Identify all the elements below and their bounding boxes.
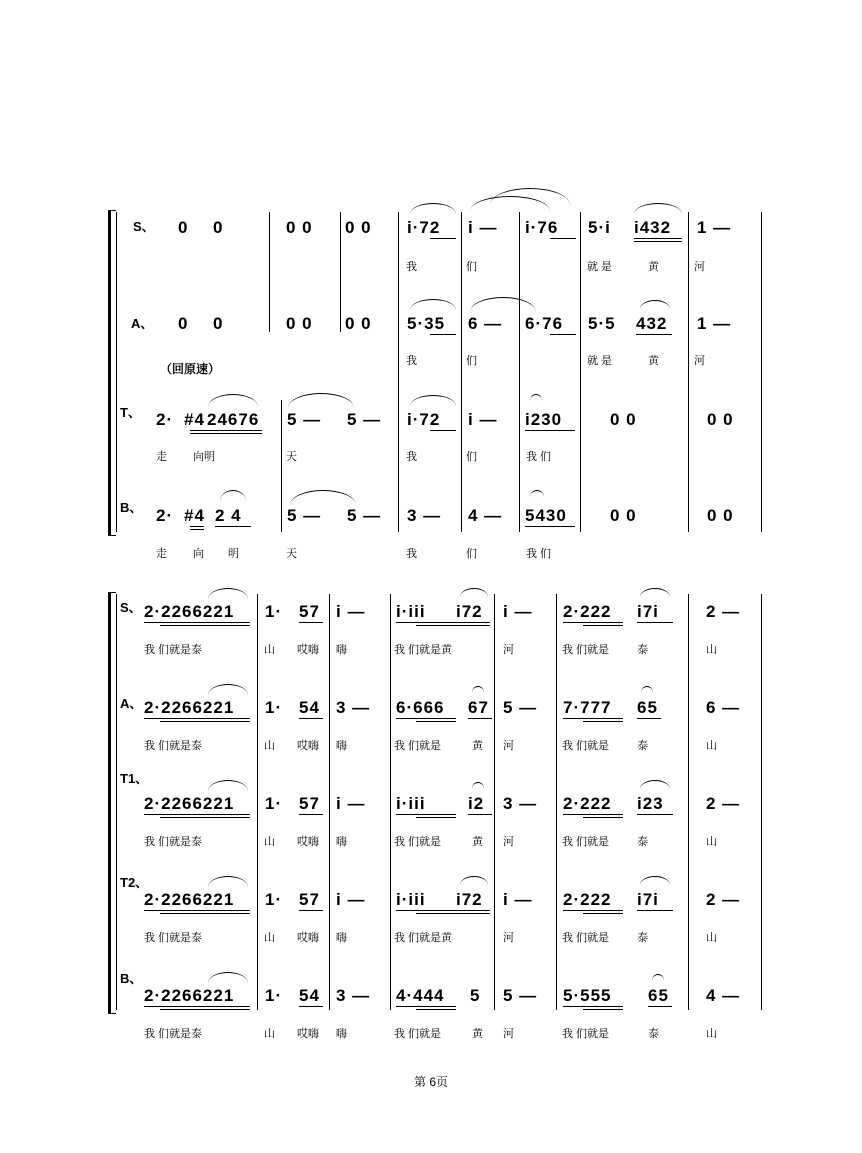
note: i·76 bbox=[525, 218, 559, 237]
note: 67 bbox=[468, 698, 489, 717]
note: i432 bbox=[634, 218, 672, 237]
note: 65 bbox=[648, 986, 669, 1005]
note: 1· bbox=[265, 794, 283, 813]
note: i·iii bbox=[396, 890, 426, 909]
lyric: 我 们就是 bbox=[394, 836, 442, 848]
lyric: 黄 bbox=[472, 836, 483, 848]
note: 5 — bbox=[503, 698, 538, 717]
lyric: 河 bbox=[503, 932, 514, 944]
note: i7i bbox=[637, 602, 659, 621]
note: i7i bbox=[637, 890, 659, 909]
note: i72 bbox=[456, 890, 483, 909]
lyric: 河 bbox=[503, 740, 514, 752]
note: i230 bbox=[525, 410, 563, 429]
note: 57 bbox=[299, 794, 320, 813]
lyric: 嗨 bbox=[336, 836, 347, 848]
lyric: 哎嗨 bbox=[297, 836, 319, 848]
lyric: 我 们就是 bbox=[562, 644, 610, 656]
note: i72 bbox=[456, 602, 483, 621]
lyric: 们 bbox=[466, 355, 477, 367]
note: #4 bbox=[184, 506, 205, 525]
lyric: 黄 bbox=[472, 740, 483, 752]
lyric: 我 们就是 bbox=[562, 836, 610, 848]
note: i — bbox=[503, 602, 533, 621]
note: 4·444 bbox=[396, 986, 445, 1005]
note: i·72 bbox=[407, 218, 441, 237]
note: #4 bbox=[184, 410, 205, 429]
note: 1· bbox=[265, 698, 283, 717]
lyric: 河 bbox=[694, 355, 705, 367]
note: 0 bbox=[213, 218, 224, 237]
lyric: 我 们就是 bbox=[562, 740, 610, 752]
lyric: 向明 bbox=[193, 451, 215, 463]
lyric: 泰 bbox=[637, 740, 648, 752]
part-label-alto: A、 bbox=[131, 316, 154, 331]
note: 3 — bbox=[503, 794, 538, 813]
part-label-tenor-1: T1、 bbox=[120, 771, 149, 786]
lyric: 我 们 bbox=[526, 548, 552, 560]
lyric: 我 bbox=[406, 548, 417, 560]
note: 5·555 bbox=[563, 986, 612, 1005]
note: 54 bbox=[299, 986, 320, 1005]
lyric: 山 bbox=[264, 836, 275, 848]
note: i — bbox=[336, 890, 366, 909]
note: 0 bbox=[178, 314, 189, 333]
note: 5·5 bbox=[588, 314, 616, 333]
lyric: 就 是 bbox=[587, 355, 613, 367]
lyric: 河 bbox=[503, 836, 514, 848]
note: 2·222 bbox=[563, 794, 612, 813]
note: 0 0 bbox=[345, 314, 372, 333]
lyric: 哎嗨 bbox=[297, 1028, 319, 1040]
note: 2·222 bbox=[563, 602, 612, 621]
note: 5 — bbox=[287, 410, 322, 429]
lyric: 我 们就是 bbox=[562, 1028, 610, 1040]
note: 2·2266221 bbox=[144, 890, 235, 909]
tempo-marking: （回原速） bbox=[160, 362, 221, 376]
lyric: 山 bbox=[264, 932, 275, 944]
lyric: 明 bbox=[228, 548, 239, 560]
lyric: 们 bbox=[466, 261, 477, 273]
lyric: 嗨 bbox=[336, 644, 347, 656]
lyric: 哎嗨 bbox=[297, 932, 319, 944]
lyric: 我 们就是泰 bbox=[144, 1028, 203, 1040]
lyric: 泰 bbox=[637, 644, 648, 656]
lyric: 哎嗨 bbox=[297, 740, 319, 752]
lyric: 们 bbox=[466, 451, 477, 463]
lyric: 我 bbox=[406, 451, 417, 463]
lyric: 我 们就是泰 bbox=[144, 836, 203, 848]
lyric: 河 bbox=[694, 261, 705, 273]
lyric: 嗨 bbox=[336, 932, 347, 944]
note: 2· bbox=[156, 506, 174, 525]
lyric: 山 bbox=[264, 740, 275, 752]
lyric: 黄 bbox=[472, 1028, 483, 1040]
part-label-soprano: S、 bbox=[133, 219, 155, 234]
note: 5·i bbox=[588, 218, 611, 237]
lyric: 嗨 bbox=[336, 1028, 347, 1040]
lyric: 我 们就是 bbox=[394, 1028, 442, 1040]
lyric: 向 bbox=[193, 548, 204, 560]
note: 5·35 bbox=[407, 314, 446, 333]
lyric: 天 bbox=[286, 548, 297, 560]
system-bracket bbox=[108, 592, 111, 1014]
lyric: 山 bbox=[264, 644, 275, 656]
note: 5 bbox=[470, 986, 481, 1005]
lyric: 我 们就是黄 bbox=[394, 932, 453, 944]
note: i — bbox=[336, 794, 366, 813]
lyric: 们 bbox=[466, 548, 477, 560]
note: 2· bbox=[156, 410, 174, 429]
note: 2·2266221 bbox=[144, 698, 235, 717]
note: 3 — bbox=[407, 506, 442, 525]
lyric: 走 bbox=[156, 451, 167, 463]
note: 65 bbox=[637, 698, 658, 717]
part-label-bass: B、 bbox=[120, 971, 143, 986]
note: 432 bbox=[636, 314, 668, 333]
lyric: 哎嗨 bbox=[297, 644, 319, 656]
note: 0 bbox=[213, 314, 224, 333]
note: i·iii bbox=[396, 602, 426, 621]
note: 1· bbox=[265, 890, 283, 909]
note: 0 bbox=[178, 218, 189, 237]
part-label-alto: A、 bbox=[120, 696, 143, 711]
note: i2 bbox=[468, 794, 485, 813]
note: 2·2266221 bbox=[144, 986, 235, 1005]
note: 2 — bbox=[706, 794, 741, 813]
note: 1 — bbox=[697, 218, 732, 237]
note: 54 bbox=[299, 698, 320, 717]
part-label-tenor-2: T2、 bbox=[120, 875, 149, 890]
lyric: 泰 bbox=[637, 836, 648, 848]
lyric: 天 bbox=[286, 451, 297, 463]
lyric: 山 bbox=[706, 932, 717, 944]
note: 5430 bbox=[525, 506, 567, 525]
lyric: 就 是 bbox=[587, 261, 613, 273]
lyric: 我 bbox=[406, 355, 417, 367]
note: 57 bbox=[299, 602, 320, 621]
note: 2 — bbox=[706, 890, 741, 909]
note: 0 0 bbox=[345, 218, 372, 237]
note: 1· bbox=[265, 602, 283, 621]
note: i·iii bbox=[396, 794, 426, 813]
lyric: 河 bbox=[503, 644, 514, 656]
part-label-bass: B、 bbox=[120, 500, 143, 515]
lyric: 山 bbox=[264, 1028, 275, 1040]
lyric: 泰 bbox=[648, 1028, 659, 1040]
note: 0 0 bbox=[610, 506, 637, 525]
note: 6 — bbox=[468, 314, 503, 333]
note: 0 0 bbox=[707, 410, 734, 429]
lyric: 我 们就是泰 bbox=[144, 740, 203, 752]
note: 7·777 bbox=[563, 698, 612, 717]
note: 2·222 bbox=[563, 890, 612, 909]
note: 2 4 bbox=[215, 506, 242, 525]
lyric: 山 bbox=[706, 836, 717, 848]
note: 0 0 bbox=[707, 506, 734, 525]
lyric: 我 们就是泰 bbox=[144, 644, 203, 656]
lyric: 我 们就是黄 bbox=[394, 644, 453, 656]
lyric: 我 们就是 bbox=[394, 740, 442, 752]
lyric: 河 bbox=[503, 1028, 514, 1040]
lyric: 我 们 bbox=[526, 451, 552, 463]
lyric: 泰 bbox=[637, 932, 648, 944]
note: 1 — bbox=[697, 314, 732, 333]
note: 0 0 bbox=[286, 218, 313, 237]
note: 3 — bbox=[336, 986, 371, 1005]
part-label-soprano: S、 bbox=[120, 600, 142, 615]
note: 4 — bbox=[706, 986, 741, 1005]
lyric: 山 bbox=[706, 644, 717, 656]
note: 1· bbox=[265, 986, 283, 1005]
note: i — bbox=[503, 890, 533, 909]
note: 0 0 bbox=[286, 314, 313, 333]
note: 2·2266221 bbox=[144, 602, 235, 621]
note: 0 0 bbox=[610, 410, 637, 429]
lyric: 黄 bbox=[648, 355, 659, 367]
note: 2·2266221 bbox=[144, 794, 235, 813]
note: 2 — bbox=[706, 602, 741, 621]
note: 5 — bbox=[287, 506, 322, 525]
note: i23 bbox=[637, 794, 664, 813]
note: i — bbox=[468, 410, 498, 429]
note: 6·666 bbox=[396, 698, 445, 717]
note: 24676 bbox=[207, 410, 260, 429]
note: 5 — bbox=[347, 506, 382, 525]
lyric: 山 bbox=[706, 1028, 717, 1040]
note: i — bbox=[468, 218, 498, 237]
lyric: 我 bbox=[406, 261, 417, 273]
note: 6 — bbox=[706, 698, 741, 717]
part-label-tenor: T、 bbox=[120, 405, 141, 420]
note: 5 — bbox=[503, 986, 538, 1005]
lyric: 走 bbox=[156, 548, 167, 560]
note: 6·76 bbox=[525, 314, 564, 333]
page-number: 第 6页 bbox=[413, 1075, 448, 1089]
system-bracket bbox=[108, 210, 111, 536]
note: 4 — bbox=[468, 506, 503, 525]
note: 3 — bbox=[336, 698, 371, 717]
note: 5 — bbox=[347, 410, 382, 429]
note: i — bbox=[336, 602, 366, 621]
lyric: 黄 bbox=[648, 261, 659, 273]
lyric: 嗨 bbox=[336, 740, 347, 752]
lyric: 我 们就是泰 bbox=[144, 932, 203, 944]
lyric: 山 bbox=[706, 740, 717, 752]
note: 57 bbox=[299, 890, 320, 909]
lyric: 我 们就是 bbox=[562, 932, 610, 944]
note: i·72 bbox=[407, 410, 441, 429]
